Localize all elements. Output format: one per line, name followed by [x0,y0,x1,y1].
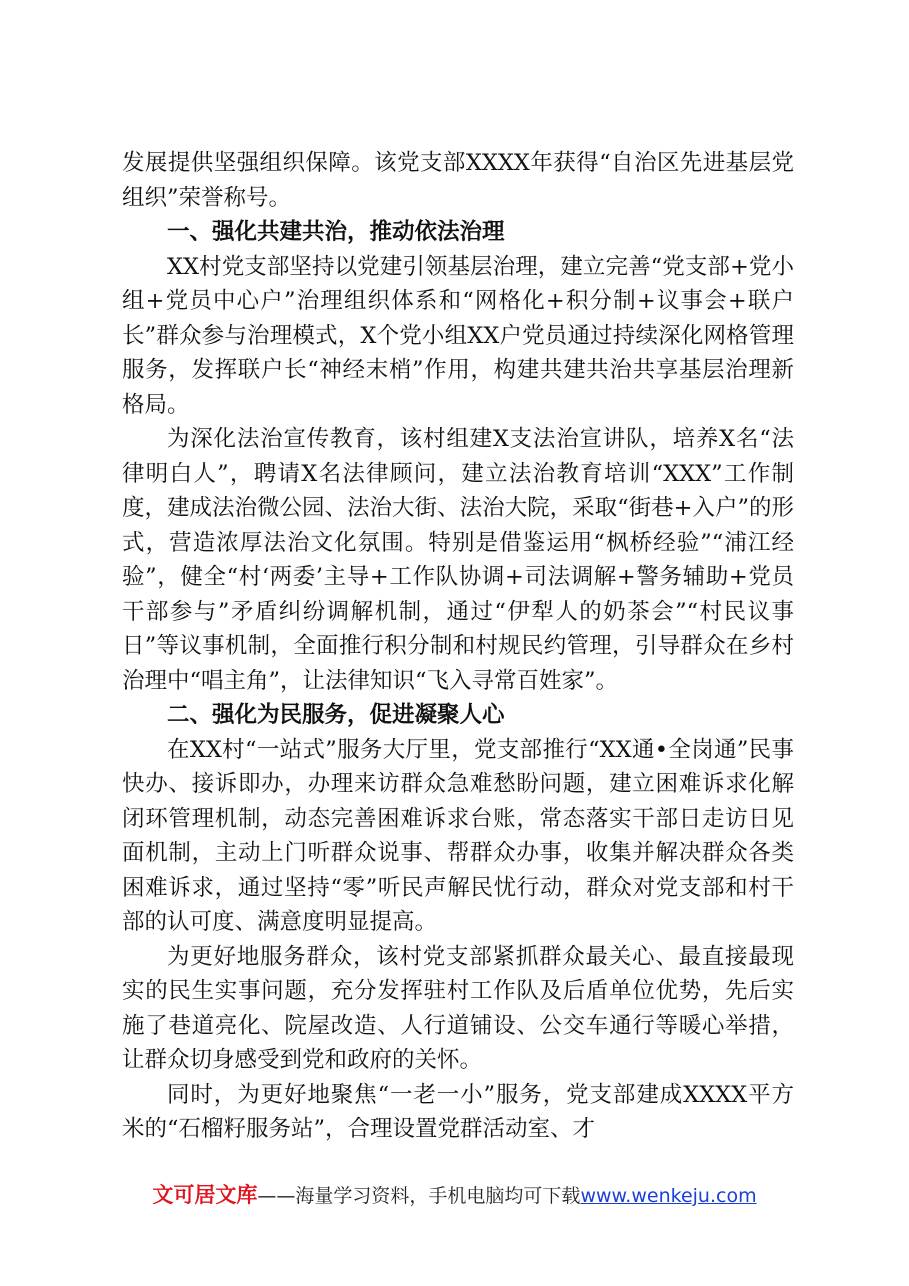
paragraph-continued: 发展提供坚强组织保障。该党支部XXXX年获得“自治区先进基层党组织”荣誉称号。 [122,150,794,211]
paragraph: 为更好地服务群众，该村党支部紧抓群众最关心、最直接最现实的民生实事问题，充分发挥驻村工作队及后盾单位优势，先后实施了巷道亮化、院屋改造、人行道铺设、公交车通行等暖心举措，让群众切身感受到党和政府的关怀。 [122,943,794,1073]
paragraph: 同时，为更好地聚焦“一老一小”服务，党支部建成XXXX平方米的“石榴籽服务站”，合理设置党群活动室、才 [122,1081,794,1142]
paragraph: 在XX村“一站式”服务大厅里，党支部推行“XX通•全岗通”民事快办、接诉即办，办理来访群众急难愁盼问题，建立困难诉求化解闭环管理机制，动态完善困难诉求台账，常态落实干部日走访日见面机制，主动上门听群众说事、帮群众办事，收集并解决群众各类困难诉求，通过坚持“零”听民声解民忧行动，群众对党支部和村干部的认可度、满意度明显提高。 [122,736,794,935]
footer-link[interactable]: www.wenkeju.com [580,1185,757,1207]
document-body [122,146,794,1147]
page-footer [0,1180,909,1211]
footer-brand: 文可居文库 [152,1183,258,1207]
section-heading-2: 二、强化为民服务，促进凝聚人心 [167,702,505,728]
paragraph: XX村党支部坚持以党建引领基层治理，建立完善“党支部+党小组+党员中心户”治理组织体系和“网格化+积分制+议事会+联户长”群众参与治理模式，X个党小组XX户党员通过持续深化网格管理服务，发挥联户长“神经末梢”作用，构建共建共治共享基层治理新格局。 [122,253,794,418]
paragraph: 为深化法治宣传教育，该村组建X支法治宣讲队，培养X名“法律明白人”，聘请X名法律顾问，建立法治教育培训“XXX”工作制度，建成法治微公园、法治大街、法治大院，采取“街巷+入户”的形式，营造浓厚法治文化氛围。特别是借鉴运用“枫桥经验”“浦江经验”，健全“村‘两委’主导+工作队协调+司法调解+警务辅助+党员干部参与”矛盾纠纷调解机制，通过“伊犁人的奶茶会”“村民议事日”等议事机制，全面推行积分制和村规民约管理，引导群众在乡村治理中“唱主角”，让法律知识“飞入寻常百姓家”。 [122,426,794,694]
section-heading-1: 一、强化共建共治，推动依法治理 [167,219,505,245]
footer-slogan: ——海量学习资料，手机电脑均可下载 [257,1185,581,1207]
